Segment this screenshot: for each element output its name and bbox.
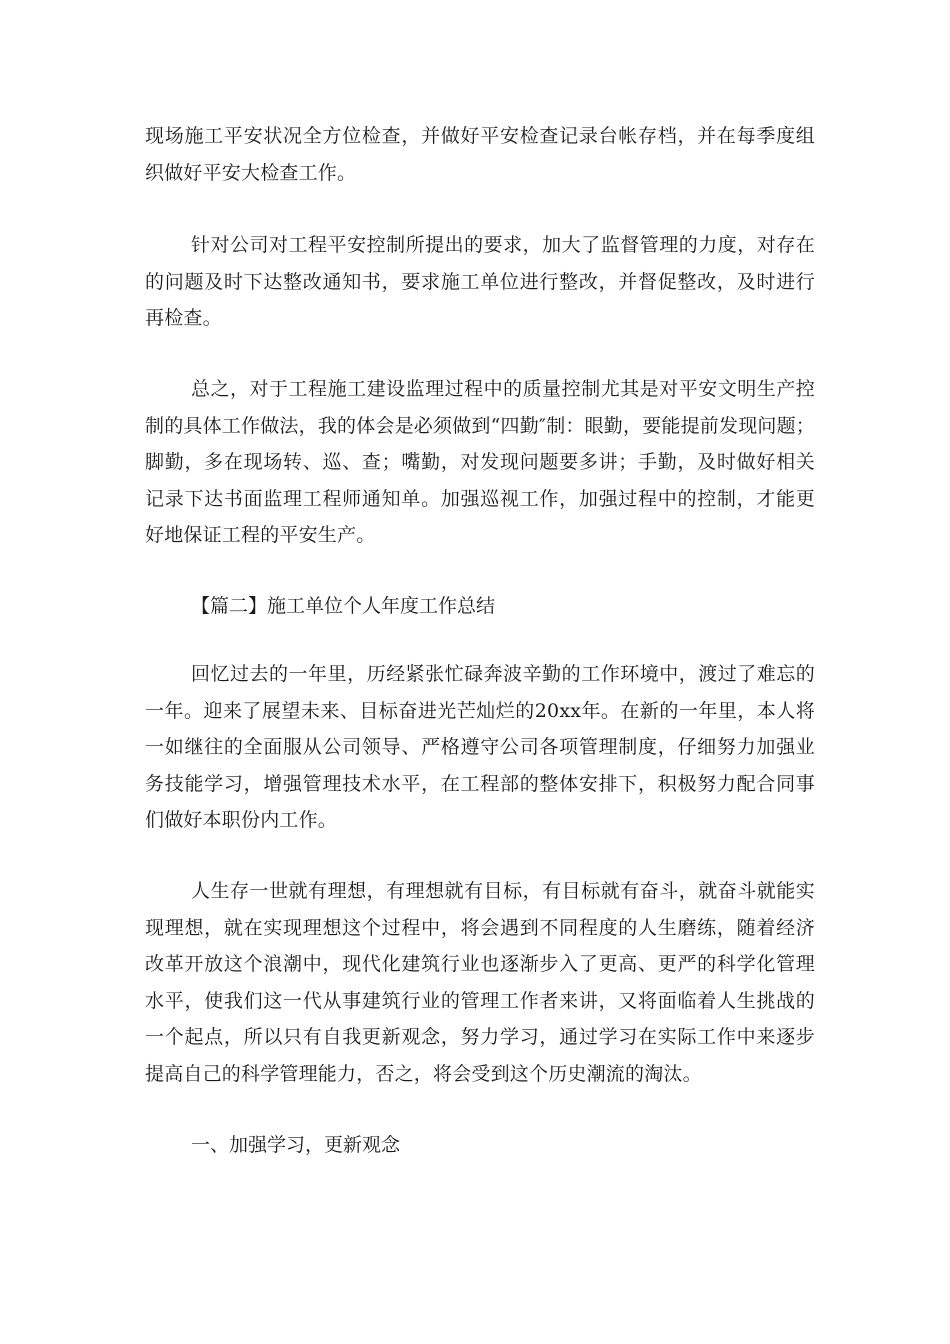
paragraph-conclusion: 总之，对于工程施工建设监理过程中的质量控制尤其是对平安文明生产控制的具体工作做法，我的体会是必须做到“四勤″制：眼勤，要能提前发现问题；脚勤，多在现场转、巡、查；嘴勤，对发现问题要多讲；手勤，及时做好相关记录下达书面监理工程师通知单。加强巡视工作，加强过程中的控制，才能更好地保证工程的平安生产。 xyxy=(145,378,816,546)
paragraph-safety-inspection: 现场施工平安状况全方位检查，并做好平安检查记录台帐存档，并在每季度组织做好平安大检查工作。 xyxy=(145,125,815,184)
paragraph-rectification: 针对公司对工程平安控制所提出的要求，加大了监督管理的力度，对存在的问题及时下达整改通知书，要求施工单位进行整改，并督促整改，及时进行再检查。 xyxy=(145,234,815,329)
paragraph-life-ideals: 人生存一世就有理想，有理想就有目标，有目标就有奋斗，就奋斗就能实现理想，就在实现理想这个过程中，将会遇到不同程度的人生磨练，随着经济改革开放这个浪潮中，现代化建筑行业也逐渐步入了更高、更严的科学化管理水平，使我们这一代从事建筑行业的管理工作者来讲，又将面临着人生挑战的一个起点，所以只有自我更新观念，努力学习，通过学习在实际工作中来逐步提高自己的科学管理能力，否之，将会受到这个历史潮流的淘汰。 xyxy=(145,880,815,1085)
section-heading-learning: 一、加强学习，更新观念 xyxy=(191,1134,401,1156)
section-heading-part-two: 【篇二】施工单位个人年度工作总结 xyxy=(191,595,496,617)
paragraph-year-review: 回忆过去的一年里，历经紧张忙碌奔波辛勤的工作环境中，渡过了难忘的一年。迎来了展望未来、目标奋进光芒灿烂的20xx年。在新的一年里，本人将一如继往的全面服从公司领导、严格遵守公司各项管理制度，仔细努力加强业务技能学习，增强管理技术水平，在工程部的整体安排下，积极努力配合同事们做好本职份内工作。 xyxy=(145,663,815,831)
